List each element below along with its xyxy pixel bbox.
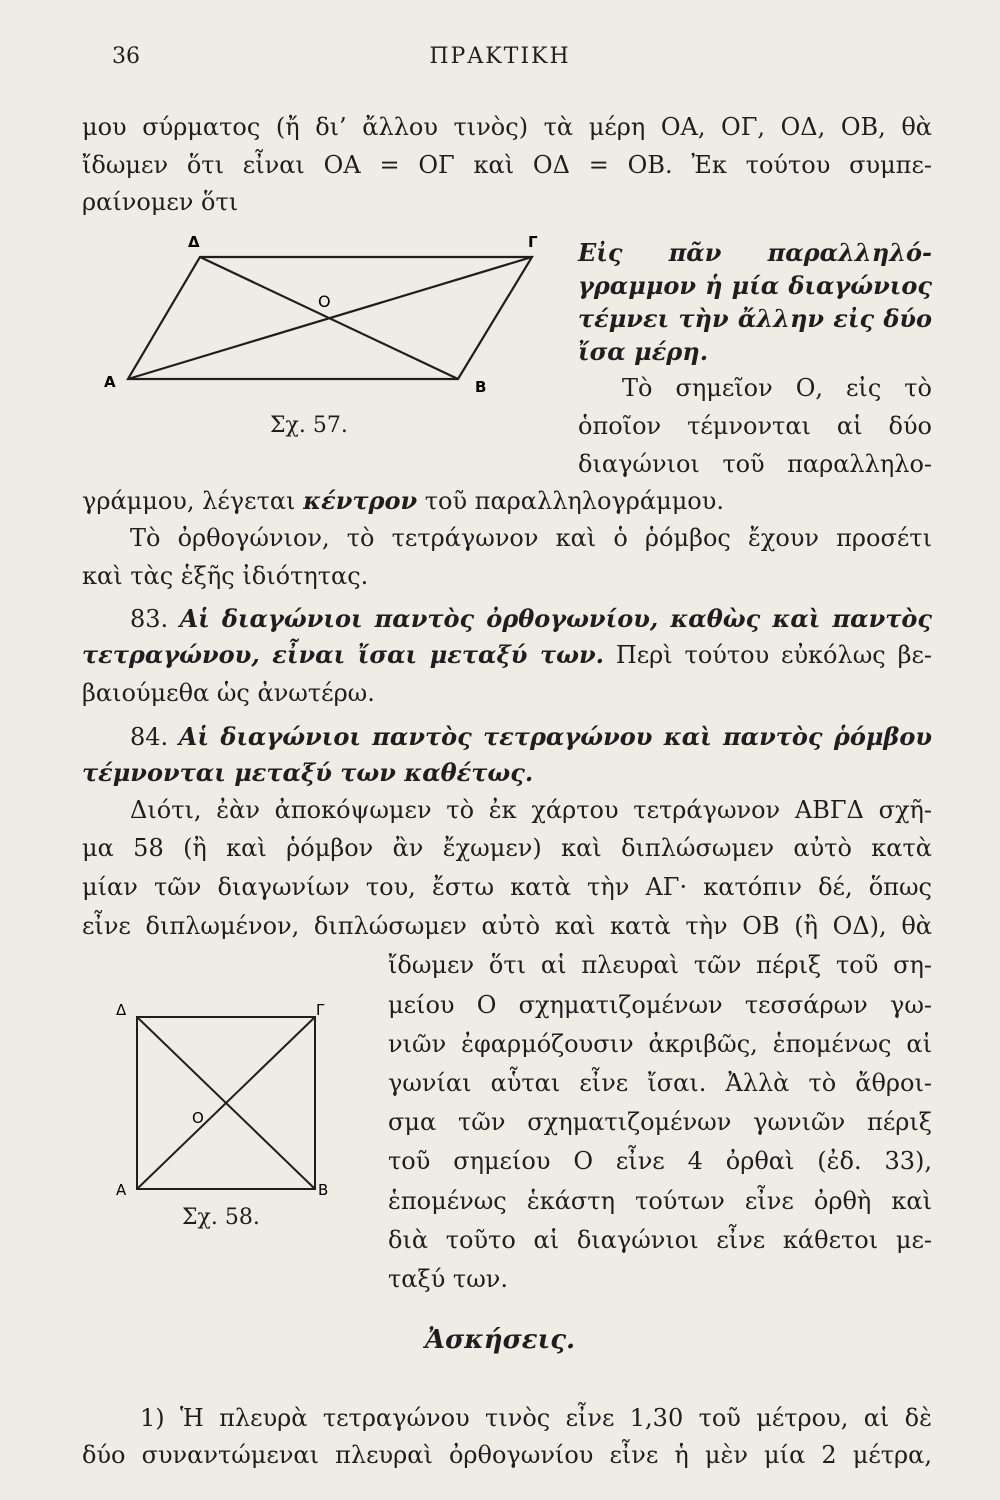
- proof-line-4: εἶνε διπλωμένον, διπλώσωμεν αὐτὸ καὶ κατὰ τὴν ΟΒ (ἢ ΟΔ), θὰ: [82, 912, 932, 940]
- proof-line-12: διὰ τοῦτο αἱ διαγώνιοι εἶνε κάθετοι με-: [388, 1226, 932, 1254]
- diagonal-db: [200, 257, 458, 379]
- proof-line-10: τοῦ σημείου Ο εἶνε 4 ὀρθαὶ (ἐδ. 33),: [388, 1147, 932, 1175]
- fig57-label-g: Γ: [528, 233, 538, 251]
- fig57-label-o: Ο: [318, 292, 331, 311]
- item-83-line-3: βαιούμεθα ὡς ἀνωτέρω.: [82, 679, 375, 707]
- fig58-label-o: Ο: [192, 1109, 204, 1127]
- figure-58-caption: Σχ. 58.: [182, 1205, 260, 1230]
- item-84-statement: Αἱ διαγώνιοι παντὸς τετραγώνου καὶ παντὸς ῥόμβου: [178, 722, 932, 751]
- theorem-line-1: Εἰς πᾶν παραλληλό-: [578, 238, 932, 267]
- intro-line-3: ραίνομεν ὅτι: [82, 188, 239, 216]
- item-84-line-2: τέμνονται μεταξύ των καθέτως.: [82, 758, 534, 787]
- item-83-remark: Περὶ τούτου εὐκόλως βε-: [603, 641, 932, 669]
- running-header: ΠΡΑΚΤΙΚΗ: [429, 44, 571, 69]
- fig58-label-d: Δ: [116, 1001, 127, 1019]
- fig58-label-g: Γ: [316, 1001, 325, 1019]
- item-83-statement-end: τετραγώνου, εἶναι ἴσαι μεταξύ των.: [82, 640, 604, 669]
- center-def-text-c: τοῦ παραλληλογράμμου.: [417, 487, 724, 515]
- proof-line-11: ἑπομένως ἑκάστη τούτων εἶνε ὀρθὴ καὶ: [388, 1187, 932, 1215]
- item-84-number: 84.: [130, 723, 169, 751]
- proof-line-13: ταξύ των.: [388, 1265, 508, 1293]
- fig58-label-b: Β: [318, 1181, 329, 1195]
- proof-line-5: ἴδωμεν ὅτι αἱ πλευραὶ τῶν πέριξ τοῦ ση-: [388, 951, 932, 979]
- center-def-line-1: Τὸ σημεῖον Ο, εἰς τὸ: [622, 374, 932, 402]
- theorem-line-3: τέμνει τὴν ἄλλην εἰς δύο: [578, 304, 932, 333]
- fig57-label-d: Δ: [188, 233, 200, 251]
- item-83-number: 83.: [130, 605, 169, 633]
- center-def-line-4: [82, 486, 724, 516]
- fig57-label-a: Α: [104, 373, 116, 391]
- page-number: 36: [112, 44, 140, 69]
- center-def-line-2: ὁποῖον τέμνονται αἱ δύο: [578, 412, 932, 440]
- proof-line-1: Διότι, ἐὰν ἀποκόψωμεν τὸ ἐκ χάρτου τετράγωνον ΑΒΓΔ σχῆ-: [130, 796, 932, 824]
- rect-line-1: Τὸ ὀρθογώνιον, τὸ τετράγωνον καὶ ὁ ῥόμβος ἔχουν προσέτι: [130, 524, 932, 552]
- proof-line-7: νιῶν ἐφαρμόζουσιν ἀκριβῶς, ἑπομένως αἱ: [388, 1030, 932, 1058]
- item-83-line-1: [130, 604, 932, 634]
- exercise-1-line-1: 1) Ἡ πλευρὰ τετραγώνου τινὸς εἶνε 1,30 τοῦ μέτρου, αἱ δὲ: [140, 1404, 932, 1432]
- proof-line-6: μείου Ο σχηματιζομένων τεσσάρων γω-: [388, 991, 932, 1019]
- center-def-text-a: γράμμου, λέγεται: [82, 487, 304, 515]
- fig57-label-b: Β: [475, 378, 487, 396]
- item-84-line-1: [130, 722, 932, 752]
- proof-line-9: σμα τῶν σχηματιζομένων γωνιῶν πέριξ: [388, 1108, 932, 1136]
- item-83-statement: Αἱ διαγώνιοι παντὸς ὀρθογωνίου, καθὼς καὶ παντὸς: [179, 604, 932, 633]
- exercises-title: Ἀσκήσεις.: [424, 1325, 576, 1355]
- intro-line-1: μου σύρματος (ἤ δι’ ἄλλου τινὸς) τὰ μέρη ΟΑ, ΟΓ, ΟΔ, ΟΒ, θὰ: [82, 113, 932, 141]
- intro-line-2: ἴδωμεν ὅτι εἶναι ΟΑ = ΟΓ καὶ ΟΔ = ΟΒ. Ἐκ τούτου συμπε-: [82, 151, 932, 179]
- item-83-line-2: [82, 640, 932, 670]
- proof-line-2: μα 58 (ἢ καὶ ῥόμβον ἂν ἔχωμεν) καὶ διπλώσωμεν αὐτὸ κατὰ: [82, 834, 932, 862]
- theorem-line-4: ἴσα μέρη.: [578, 337, 709, 366]
- center-def-term: κέντρον: [303, 486, 418, 515]
- exercise-1-line-2: δύο συναντώμεναι πλευραὶ ὀρθογωνίου εἶνε ἡ μὲν μία 2 μέτρα,: [82, 1441, 932, 1469]
- theorem-line-2: γραμμον ἡ μία διαγώνιος: [578, 271, 932, 300]
- figure-58-square: [110, 995, 340, 1195]
- proof-line-3: μίαν τῶν διαγωνίων του, ἔστω κατὰ τὴν ΑΓ· κατόπιν δέ, ὅπως: [82, 873, 932, 901]
- figure-57-caption: Σχ. 57.: [270, 413, 348, 438]
- center-def-line-3: διαγώνιοι τοῦ παραλληλο-: [578, 450, 932, 478]
- rect-line-2: καὶ τὰς ἑξῆς ἰδιότητας.: [82, 562, 369, 590]
- proof-line-8: γωνίαι αὗται εἶνε ἴσαι. Ἀλλὰ τὸ ἄθροι-: [388, 1069, 932, 1097]
- fig58-label-a: Α: [116, 1181, 127, 1195]
